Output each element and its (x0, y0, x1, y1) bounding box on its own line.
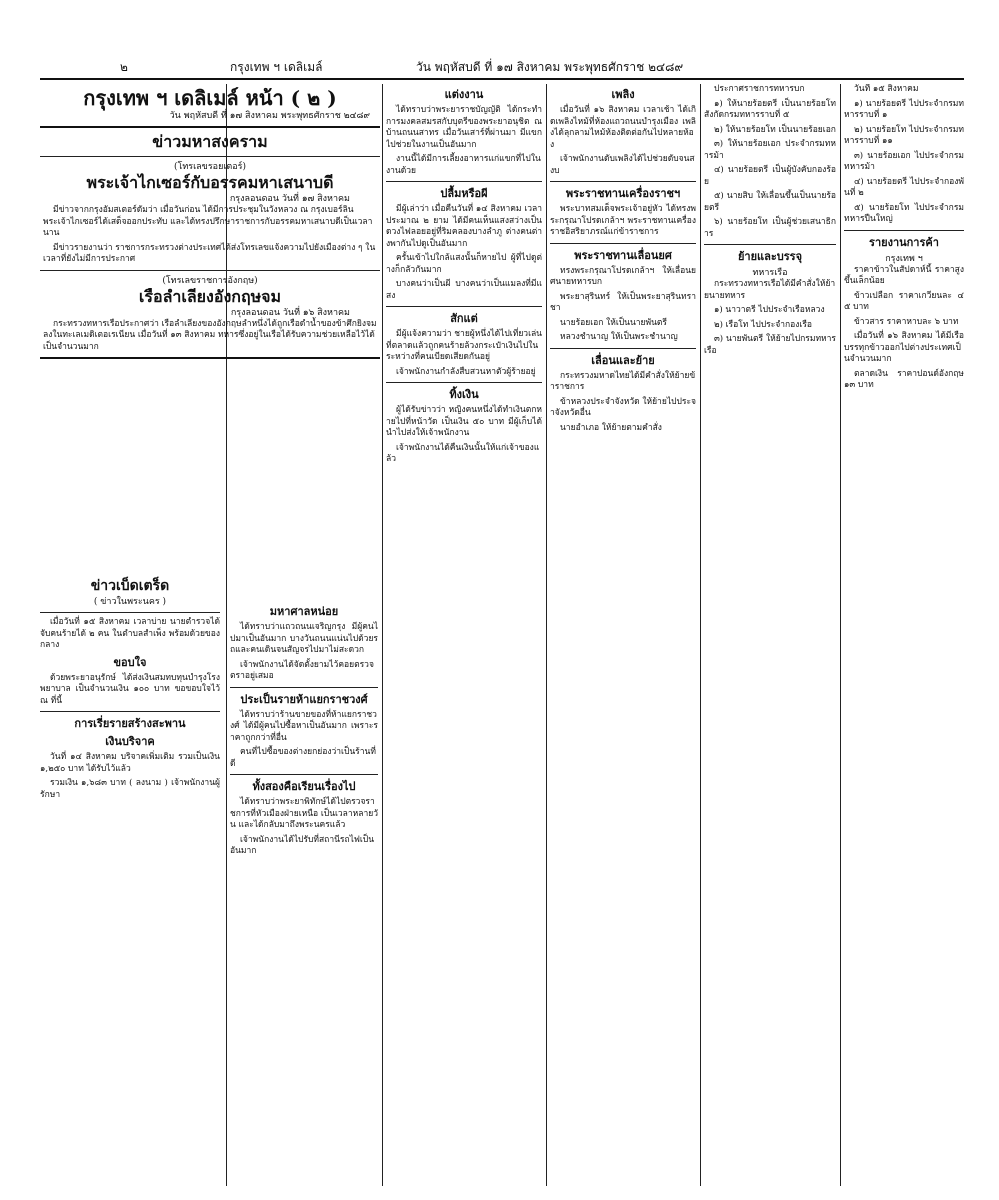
paragraph: ๕) นายร้อยโท ไปประจำกรมทหารปืนใหญ่ (844, 202, 964, 224)
section-title: พระราชทานเลื่อนยศ (574, 248, 672, 262)
paragraph: กระทรวงมหาดไทยได้มีคำสั่งให้ย้ายข้าราชการ (550, 370, 696, 392)
paragraph: ราคาข้าวในสัปดาห์นี้ ราคาสูงขึ้นเล็กน้อย (844, 264, 964, 286)
paragraph: ข้าวสาร ราคาหาบละ ๖ บาท (854, 316, 959, 327)
paragraph: ตลาดเงิน ราคาปอนด์อังกฤษ ๑๓ บาท (844, 368, 964, 390)
section-title: ทั้งสองคือเรียนเรื่องไป (252, 780, 356, 793)
divider (844, 230, 964, 231)
divider (40, 711, 220, 712)
dateline: กรุงลอนดอน วันที่ ๑๖ สิงหาคม (230, 307, 350, 318)
divider (386, 181, 542, 182)
paragraph: เจ้าพนักงานกำลังสืบสวนหาตัวผู้ร้ายอยู่ (396, 366, 536, 377)
section-title-misc: ข่าวเบ็ดเตร็ด (90, 578, 170, 594)
paragraph: ๖) นายร้อยโท เป็นผู้ช่วยเสนาธิการ (704, 217, 836, 239)
paragraph: ๓) นายร้อยเอก ไปประจำกรมทหารม้า (844, 150, 964, 172)
running-header (40, 56, 964, 80)
dateline: กรุงลอนดอน วันที่ ๑๗ สิงหาคม (229, 194, 350, 204)
paragraph: เมื่อวันที่ ๑๖ สิงหาคม เวลาเช้า ได้เกิดเพลิงไหม้ที่ห้องแถวถนนบำรุงเมือง เพลิงได้ลุกลามไหม้ห้องติดต่อกันไปหลายห้อง (550, 105, 696, 150)
divider (40, 357, 380, 359)
paragraph: เจ้าพนักงานได้คืนเงินนั้นให้แก่เจ้าของแล้ว (386, 442, 540, 464)
paragraph: วันที่ ๑๕ สิงหาคม (854, 84, 919, 94)
paragraph: ด้วยพระยาอนุรักษ์ ได้ส่งเงินสมทบทุนบำรุงโรงพยาบาล เป็นจำนวนเงิน ๑๐๐ บาท ขอขอบใจไว้ ณ ที่นี้ (40, 672, 220, 706)
paragraph: เจ้าพนักงานได้ไปรับที่สถานีรถไฟเป็นอันมาก (230, 834, 375, 856)
paragraph: พระยาสุรินทร์ ให้เป็นพระยาสุรินทราชา (550, 291, 696, 313)
paragraph: ได้ทราบว่าแถวถนนเจริญกรุง มีผู้คนไปมาเป็นอันมาก บางวันถนนแน่นไปด้วยรถและคนเดินจนสัญจรไปมาไม่สะดวก (230, 622, 378, 655)
paragraph: ๒) เรือโท ไปประจำกองเรือ (714, 319, 812, 330)
section-subtitle: กรุงเทพ ฯ (885, 253, 923, 264)
divider (40, 612, 220, 613)
section-title: เลื่อนและย้าย (591, 353, 655, 367)
paragraph: กระทรวงทหารเรือประกาศว่า เรือลำเลียงของอังกฤษลำหนึ่งได้ถูกเรือดำน้ำของข้าศึกยิงจมลงในทะเลเมดิเตอเรเนียน เมื่อวันที่ ๑๓ สิงหาคม ทหารซึ่งอยู่ในเรือได้รับความช่วยเหลือไว้ได้เป็นจำนวนมาก (43, 318, 377, 352)
paragraph: วันที่ ๑๔ สิงหาคม บริจาคเพิ่มเติม รวมเป็นเงิน ๑,๒๕๐ บาท ได้รับไว้แล้ว (40, 752, 220, 774)
byline: (โทรเลขราชการอังกฤษ) (162, 275, 258, 286)
paragraph: มีผู้เล่าว่า เมื่อคืนวันที่ ๑๔ สิงหาคม เวลาประมาณ ๒ ยาม ได้มีคนเห็นแสงสว่างเป็นดวงไฟลอยอยู่ที่ริมคลองบางลำภู ต่างคนต่างพากันไปดูเป็นอันมาก (386, 204, 542, 249)
section-title: ย้ายและบรรจุ (737, 250, 803, 263)
running-paper-name: กรุงเทพ ฯ เดลิเมล์ (230, 60, 323, 74)
newspaper-page (40, 56, 964, 1186)
paragraph: คนที่ไปซื้อของต่างยกย่องว่าเป็นร้านที่ดี (230, 747, 376, 769)
divider (550, 348, 696, 349)
headline-ship-sunk: เรือลำเลียงอังกฤษจม (138, 286, 282, 306)
paragraph: มีข่าวรายงานว่า ราชการกระทรวงต่างประเทศได้ส่งโทรเลขแจ้งความไปยังเมืองต่าง ๆ ในเวลาที่ยังไม่มีการประกาศ (43, 242, 376, 264)
section-title: พระราชทานเครื่องราชฯ (565, 187, 681, 200)
paragraph: ๔) นายร้อยตรี ไปประจำกองพันที่ ๒ (844, 176, 964, 198)
column-2-lower (230, 601, 378, 1186)
paragraph: นายร้อยเอก ให้เป็นนายพันตรี (560, 317, 668, 328)
paragraph: ได้ทราบว่าพระยาราชบัญญัติ ได้กระทำการมงคลสมรสกับบุตรีของพระยาอนุชิต ณ บ้านถนนสาทร เมื่อวันเสาร์ที่ผ่านมา มีแขกไปช่วยในงานเป็นอันมาก (386, 105, 542, 150)
article-body (40, 205, 380, 266)
masthead (40, 86, 380, 363)
section-title-trade-report: รายงานการค้า (869, 235, 939, 249)
paragraph: ๔) นายร้อยตรี เป็นผู้บังคับกองร้อย (704, 165, 836, 187)
paragraph: ๑) ให้นายร้อยตรี เป็นนายร้อยโท สังกัดกรมทหารราบที่ ๕ (704, 98, 836, 120)
paragraph: บางคนว่าเป็นผี บางคนว่าเป็นแมลงที่มีแสง (386, 279, 542, 301)
divider (386, 382, 542, 383)
divider (40, 270, 380, 271)
paragraph: มีผู้แจ้งความว่า ชายผู้หนึ่งได้ไปเที่ยวเล่นที่ตลาดแล้วถูกคนร้ายล้วงกระเป๋าเงินไปในระหว่างที่คนเบียดเสียดกันอยู่ (386, 329, 542, 362)
column-rule (382, 84, 383, 1186)
paragraph: ๕) นายสิบ ให้เลื่อนขึ้นเป็นนายร้อยตรี (704, 191, 836, 213)
column-3 (386, 84, 542, 1186)
section-title: มหาศาลหน่อย (269, 605, 339, 618)
paragraph: เมื่อวันที่ ๑๖ สิงหาคม ได้มีเรือบรรทุกข้าวออกไปต่างประเทศเป็นจำนวนมาก (844, 331, 964, 364)
section-title: ประเป็นรายห้าแยกราชวงศ์ (240, 692, 368, 706)
paragraph: กระทรวงทหารเรือได้มีคำสั่งให้ย้ายนายทหาร (704, 279, 836, 301)
paragraph: รวมเงิน ๑,๖๘๓ บาท ( ลงนาม ) เจ้าพนักงานผู้รักษา (40, 778, 220, 800)
divider (704, 244, 836, 245)
column-6 (844, 84, 964, 1186)
column-rule (840, 84, 841, 1186)
divider (230, 774, 378, 775)
article-body (40, 319, 380, 354)
section-subtitle: ( ข่าวในพระนคร ) (93, 597, 167, 607)
paragraph: ได้ทราบว่าพระยาพิทักษ์ได้ไปตรวจราชการที่หัวเมืองฝ่ายเหนือ เป็นเวลาหลายวัน และได้กลับมาถึงพระนครแล้ว (230, 797, 378, 830)
paragraph: งานนี้ได้มีการเลี้ยงอาหารแก่แขกที่ไปในงานด้วย (386, 154, 541, 176)
paragraph: เจ้าพนักงานดับเพลิงได้ไปช่วยดับจนสงบ (550, 154, 695, 176)
masthead-date: วัน พฤหัสบดี ที่ ๑๗ สิงหาคม พระพุทธศักราช ๒๔๘๙ (169, 111, 370, 121)
headline-kaiser: พระเจ้าไกเซอร์กับอรรคมหาเสนาบดี (86, 173, 334, 192)
paragraph: หลวงชำนาญ ให้เป็นพระชำนาญ (560, 332, 678, 342)
item-title: เงินบริจาค (105, 735, 155, 748)
item-title: ขอบใจ (113, 655, 147, 669)
paragraph: ๓) ให้นายร้อยเอก ประจำกรมทหารม้า (704, 139, 836, 161)
paragraph: ๒) นายร้อยโท ไปประจำกรมทหารราบที่ ๑๑ (844, 124, 964, 146)
paragraph: เจ้าพนักงานได้จัดตั้งยามไว้คอยตรวจตราอยู่เสมอ (230, 659, 374, 681)
paragraph: ข้าหลวงประจำจังหวัด ให้ย้ายไปประจำจังหวัดอื่น (550, 396, 696, 418)
paragraph: ทรงพระกรุณาโปรดเกล้าฯ ให้เลื่อนยศนายทหารบก (550, 265, 696, 287)
paragraph: ๒) ให้นายร้อยโท เป็นนายร้อยเอก (714, 124, 836, 135)
section-subtitle: ทหารเรือ (752, 268, 788, 278)
paragraph: นายอำเภอ ให้ย้ายตามคำสั่ง (560, 422, 662, 433)
paragraph: ได้ทราบว่าร้านขายของที่ห้าแยกราชวงศ์ ได้มีผู้คนไปซื้อหาเป็นอันมาก เพราะราคาถูกกว่าที่อื่น (230, 709, 378, 743)
byline: (โทรเลขรอยเตอร์) (173, 162, 247, 172)
paragraph: ประกาศราชการทหารบก (714, 84, 805, 94)
paragraph: ๑) นายร้อยตรี ไปประจำกรมทหารราบที่ ๑ (844, 98, 964, 120)
page-number: ๒ (120, 60, 128, 74)
divider (40, 156, 380, 157)
column-1-lower (40, 576, 220, 1186)
section-title: สักแต่ (450, 312, 478, 325)
column-4 (550, 84, 696, 1186)
paragraph: ๓) นายพันตรี ให้ย้ายไปกรมทหารเรือ (704, 334, 836, 356)
section-title-war-news: ข่าวมหาสงคราม (152, 132, 268, 151)
running-date: วัน พฤหัสบดี ที่ ๑๗ สิงหาคม พระพุทธศักราช ๒๔๘๙ (416, 60, 684, 74)
paragraph: ข้าวเปลือก ราคาเกวียนละ ๔๕ บาท (844, 290, 964, 312)
divider (386, 306, 542, 307)
column-rule (700, 84, 701, 1186)
divider (550, 181, 696, 182)
divider (550, 243, 696, 244)
section-title: ทิ้งเงิน (449, 388, 479, 401)
paragraph: มีข่าวจากกรุงอัมสเตอร์ดัมว่า เมื่อวันก่อน ได้มีการประชุมในวังหลวง ณ กรุงเบอร์ลิน พระเจ้าไกเซอร์ได้เสด็จออกประทับ และได้ทรงปรึกษาราชการกับอรรคมหาเสนาบดีเป็นเวลานาน (43, 205, 373, 238)
item-title: การเรี่ยรายสร้างสะพาน (74, 717, 186, 730)
section-title-fire: เพลิง (611, 88, 635, 101)
paragraph: ๑) นาวาตรี ไปประจำเรือหลวง (714, 305, 825, 315)
masthead-title: กรุงเทพ ฯ เดลิเมล์ หน้า ( ๒ ) (83, 86, 337, 110)
divider (40, 126, 380, 128)
section-title-wedding: แต่งงาน (444, 88, 484, 101)
column-5 (704, 84, 836, 1186)
paragraph: พระบาทสมเด็จพระเจ้าอยู่หัว ได้ทรงพระกรุณาโปรดเกล้าฯ พระราชทานเครื่องราชอิสริยาภรณ์แก่ข้าราชการ (550, 204, 696, 237)
section-title-ghost: ปลื้มหรือผี (440, 187, 488, 200)
column-rule (546, 84, 547, 1186)
paragraph: เมื่อวันที่ ๑๕ สิงหาคม เวลาบ่าย นายตำรวจได้จับคนร้ายได้ ๒ คน ในตำบลสำเพ็ง พร้อมด้วยของกลาง (40, 617, 220, 650)
divider (230, 687, 378, 688)
paragraph: ครั้นเข้าไปใกล้แสงนั้นก็หายไป ผู้ที่ไปดูต่างก็กลัวกันมาก (386, 253, 542, 275)
paragraph: ผู้ได้รับข่าวว่า หญิงคนหนึ่งได้ทำเงินตกหายไปที่หน้าวัด เป็นเงิน ๕๐ บาท มีผู้เก็บได้นำไปส่งให้เจ้าพนักงาน (386, 405, 542, 438)
